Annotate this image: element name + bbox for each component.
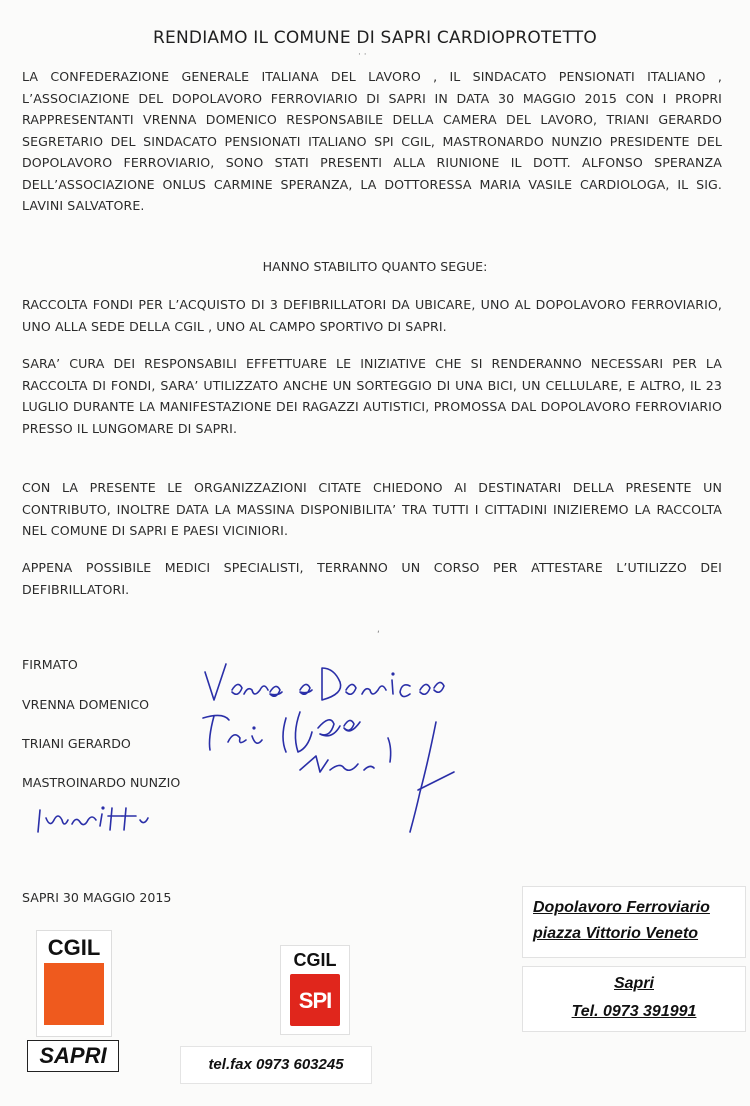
paragraph-contribution: CON LA PRESENTE LE ORGANIZZAZIONI CITATE CHIEDONO AI DESTINATARI DELLA PRESENTE UN CONTRIBUTO, INOLTRE DATA LA MASSINA DISPONIBILITA’ TRA TUTTI I CITTADINI INIZIEREMO LA RACCOLTA NEL COMUNE DI SAPRI E PAESI VICINIORI. xyxy=(22,480,722,538)
dopolavoro-name: Dopolavoro Ferroviario xyxy=(533,899,710,916)
spi-phone-label: tel.fax 0973 603245 xyxy=(180,1046,372,1084)
cgil-logo xyxy=(36,930,112,1037)
dopolavoro-contact-stamp xyxy=(522,966,746,1032)
signatory-mastroinardo: MASTROINARDO NUNZIO xyxy=(22,775,181,790)
paragraph-course: APPENA POSSIBILE MEDICI SPECIALISTI, TERRANNO UN CORSO PER ATTESTARE L’UTILIZZO DEI DEFIBRILLATORI. xyxy=(22,560,722,597)
signatory-vrenna: VRENNA DOMENICO xyxy=(22,697,150,712)
decided-heading: HANNO STABILITO QUANTO SEGUE: xyxy=(262,259,488,274)
document-title: RENDIAMO IL COMUNE DI SAPRI CARDIOPROTETTO xyxy=(153,28,597,48)
spi-cgil-text: CGIL xyxy=(293,950,337,970)
date-line: SAPRI 30 MAGGIO 2015 xyxy=(22,890,172,905)
cgil-orange-square xyxy=(44,963,104,1025)
stray-mark: · · xyxy=(358,50,367,60)
signatory-triani: TRIANI GERARDO xyxy=(22,736,131,751)
spi-text: SPI xyxy=(298,988,332,1013)
cgil-logo-text: CGIL xyxy=(47,935,101,960)
stray-mark: ‘ xyxy=(377,630,380,640)
paragraph-fundraising: RACCOLTA FONDI PER L’ACQUISTO DI 3 DEFIBRILLATORI DA UBICARE, UNO AL DOPOLAVORO FERROVIARIO, UNO ALLA SEDE DELLA CGIL , UNO AL CAMPO SPORTIVO DI SAPRI. xyxy=(22,297,722,334)
dopolavoro-stamp xyxy=(522,886,746,958)
dopolavoro-address: piazza Vittorio Veneto xyxy=(533,925,699,942)
paragraph-initiatives: SARA’ CURA DEI RESPONSABILI EFFETTUARE LE INIZIATIVE CHE SI RENDERANNO NECESSARI PER LA RACCOLTA DI FONDI, SARA’ UTILIZZATO ANCHE UN SORTEGGIO DI UNA BICI, UN CELLULARE, E ALTRO, IL 23 LUGLIO DURANTE LA MANIFESTAZIONE DEI RAGAZZI AUTISTICI, PROMOSSA DAL DOPOLAVORO FERROVIARIO PRESSO IL LUNGOMARE DI SAPRI. xyxy=(22,356,722,436)
spi-cgil-logo xyxy=(280,945,350,1035)
paragraph-intro: LA CONFEDERAZIONE GENERALE ITALIANA DEL LAVORO , IL SINDACATO PENSIONATI ITALIANO , L’ASSOCIAZIONE DEL DOPOLAVORO FERROVIARIO DI SAPRI IN DATA 30 MAGGIO 2015 CON I PROPRI RAPPRESENTANTI VRENNA DOMENICO RESPONSABILE DELLA CAMERA DEL LAVORO, TRIANI GERARDO SEGRETARIO DEL SINDACATO PENSIONATI ITALIANO SPI CGIL, MASTRONARDO NUNZIO PRESIDENTE DEL DOPOLAVORO FERROVIARIO, SONO STATI PRESENTI ALLA RIUNIONE IL DOTT. ALFONSO SPERANZA DELL’ASSOCIAZIONE ONLUS CARMINE SPERANZA, LA DOTTORESSA MARIA VASILE CARDIOLOGA, IL SIG. LAVINI SALVATORE. xyxy=(22,69,722,213)
cgil-sapri-label: SAPRI xyxy=(27,1040,119,1072)
firmato-label: FIRMATO xyxy=(22,657,78,672)
dopolavoro-phone: Tel. 0973 391991 xyxy=(571,1003,697,1020)
spi-red-block xyxy=(290,974,340,1026)
dopolavoro-city: Sapri xyxy=(613,975,654,992)
